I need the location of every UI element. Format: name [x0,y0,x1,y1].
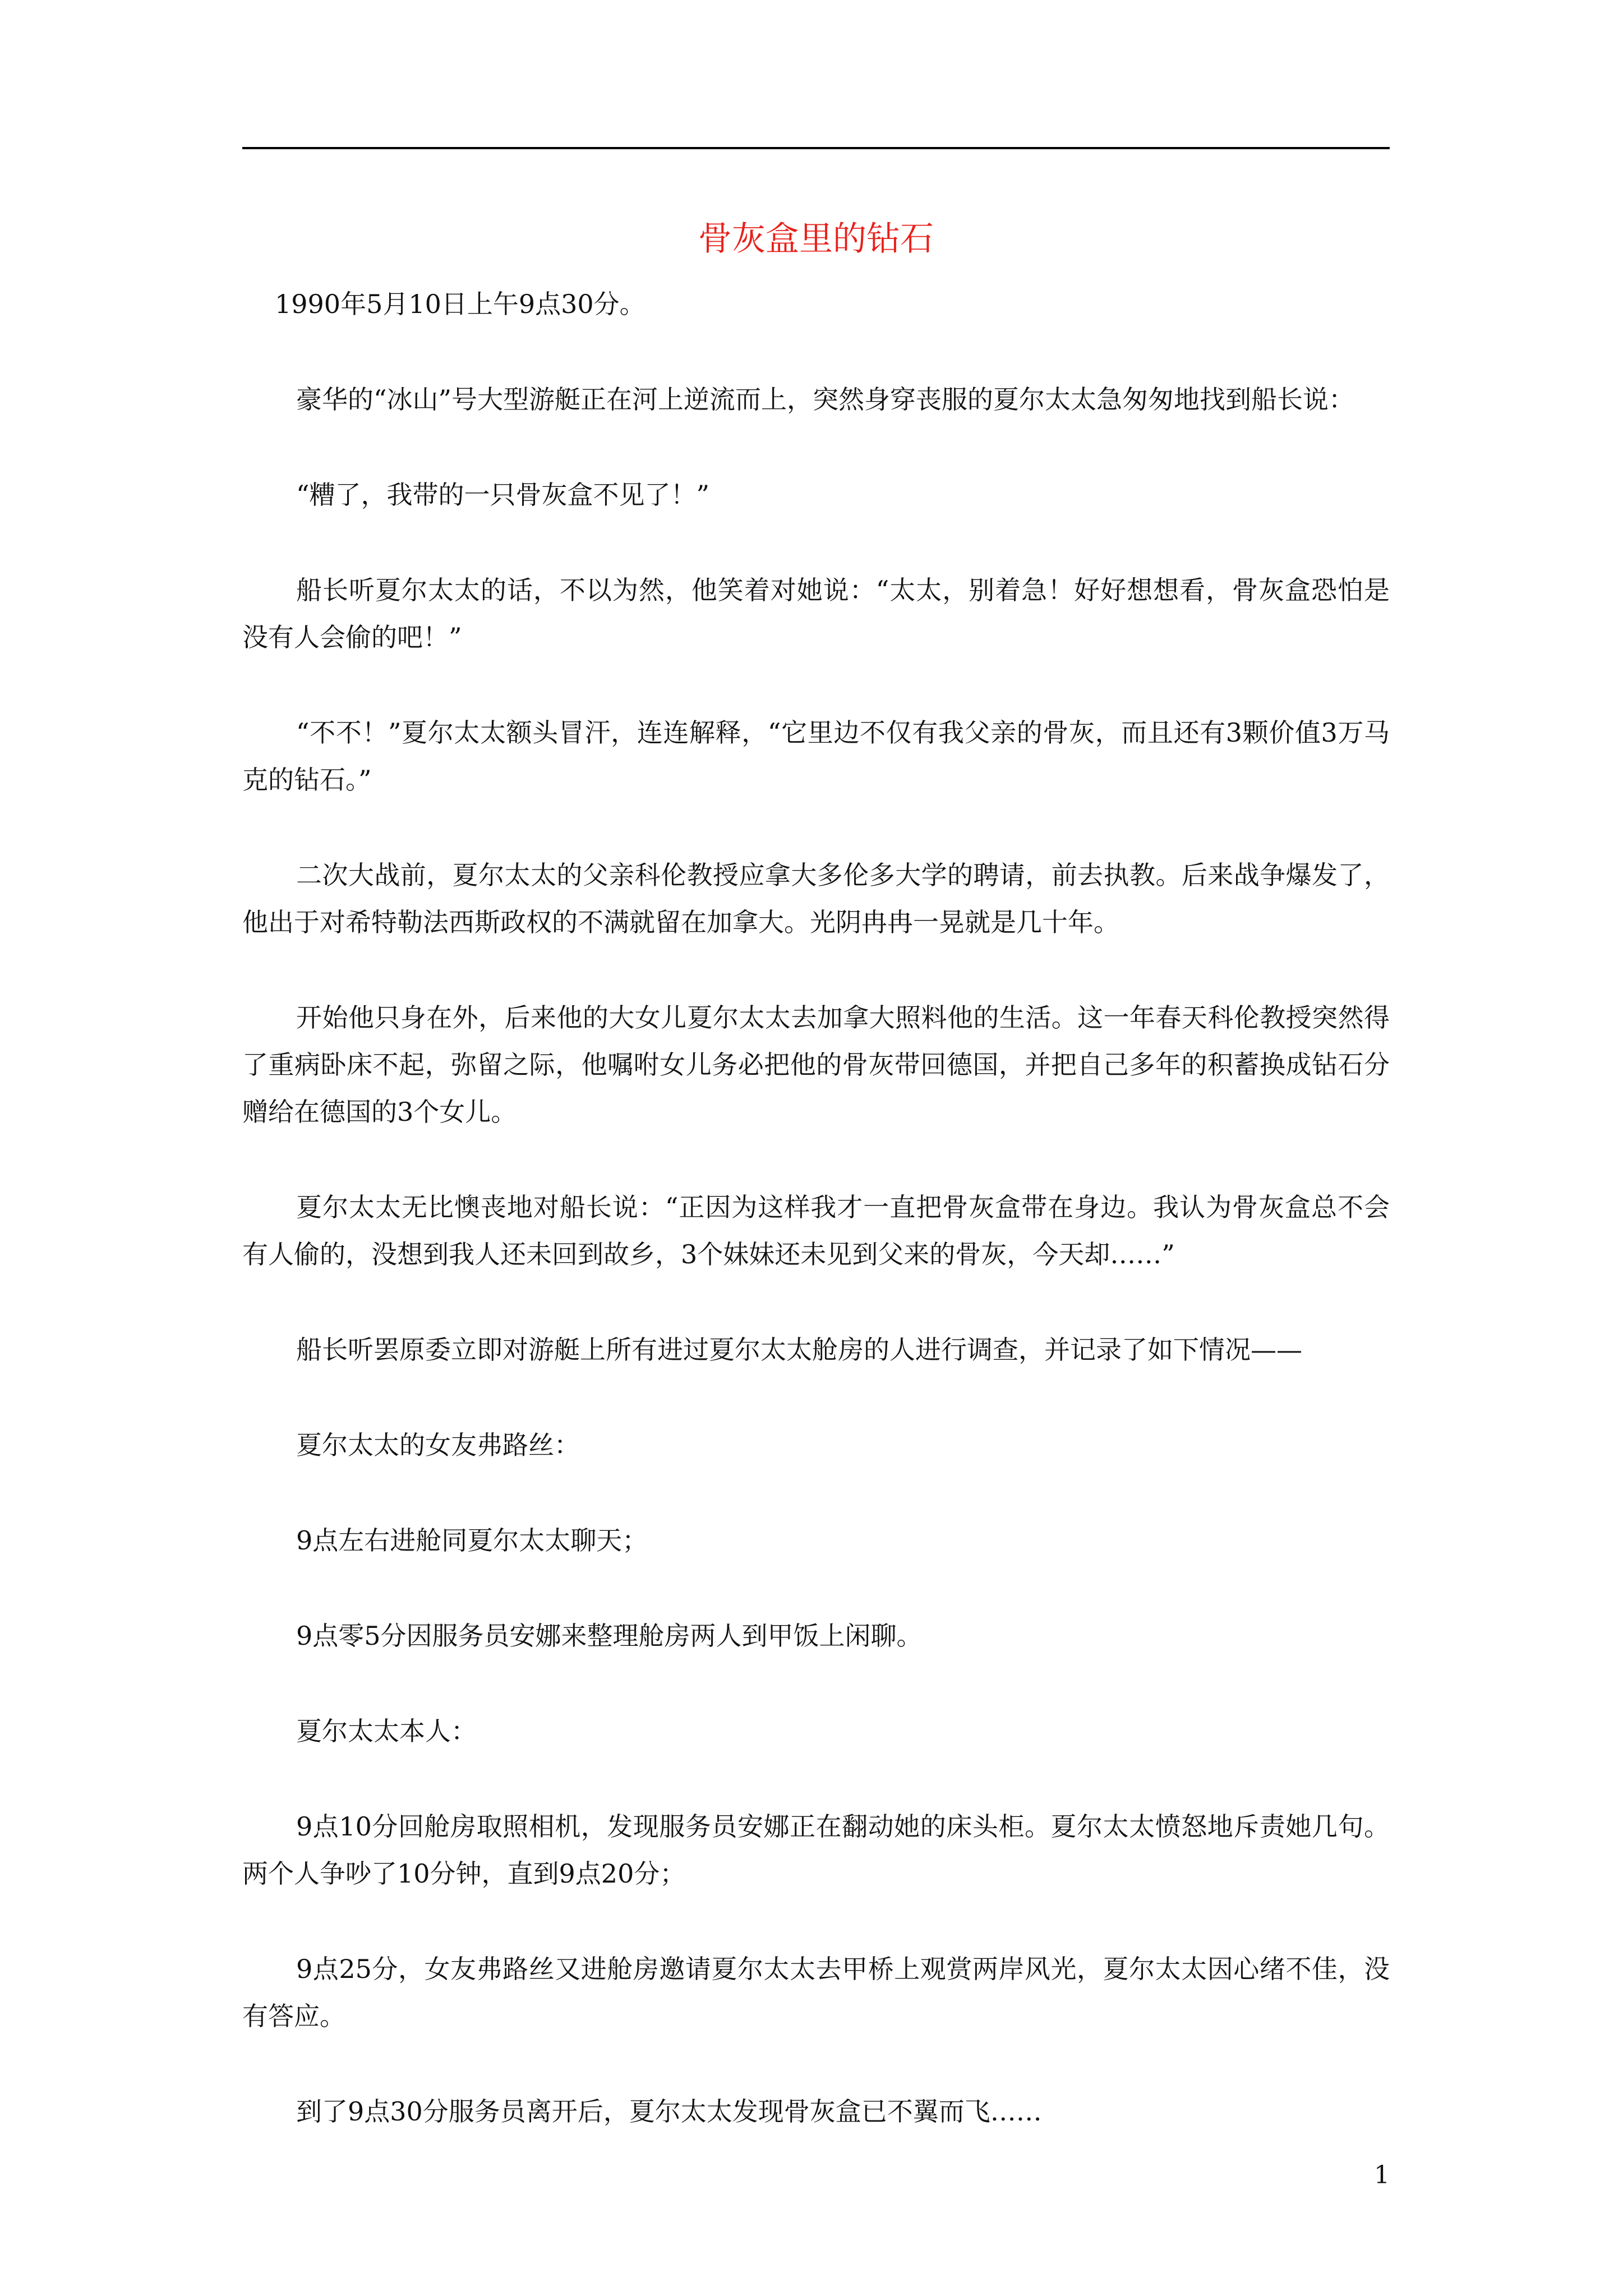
paragraph: 船长听夏尔太太的话，不以为然，他笑着对她说：“太太，别着急！好好想想看，骨灰盒恐怕是没有人会偷的吧！” [242,575,1390,652]
paragraph: 夏尔太太无比懊丧地对船长说：“正因为这样我才一直把骨灰盒带在身边。我认为骨灰盒总不会有人偷的，没想到我人还未回到故乡，3个妹妹还未见到父来的骨灰，今天却……” [242,1192,1390,1269]
paragraph: 开始他只身在外，后来他的大女儿夏尔太太去加拿大照料他的生活。这一年春天科伦教授突然得了重病卧床不起，弥留之际，他嘱咐女儿务必把他的骨灰带回德国，并把自己多年的积蓄换成钻石分赠给在德国的3个女儿。 [242,1002,1390,1127]
paragraph: 夏尔太太的女友弗路丝： [296,1430,580,1460]
paragraph: 到了9点30分服务员离开后，夏尔太太发现骨灰盒已不翼而飞…… [296,2096,1042,2127]
paragraph: 豪华的“冰山”号大型游艇正在河上逆流而上，突然身穿丧服的夏尔太太急匆匆地找到船长说： [296,384,1355,415]
paragraph: 9点10分回舱房取照相机，发现服务员安娜正在翻动她的床头柜。夏尔太太愤怒地斥责她几句。两个人争吵了10分钟，直到9点20分； [242,1811,1390,1889]
paragraph: “不不！”夏尔太太额头冒汗，连连解释，“它里边不仅有我父亲的骨灰，而且还有3颗价值3万马克的钻石。” [242,717,1390,795]
paragraph: 二次大战前，夏尔太太的父亲科伦教授应拿大多伦多大学的聘请，前去执教。后来战争爆发了，他出于对希特勒法西斯政权的不满就留在加拿大。光阴冉冉一晃就是几十年。 [242,860,1390,937]
paragraph: 船长听罢原委立即对游艇上所有进过夏尔太太舱房的人进行调查，并记录了如下情况—— [296,1335,1302,1365]
paragraph: 9点25分，女友弗路丝又进舱房邀请夏尔太太去甲桥上观赏两岸风光，夏尔太太因心绪不佳，没有答应。 [242,1954,1390,2031]
paragraph: 9点左右进舱同夏尔太太聊天； [296,1525,648,1556]
paragraph: 夏尔太太本人： [296,1716,477,1746]
document-body [242,280,1390,2183]
paragraph-date: 1990年5月10日上午9点30分。 [275,289,645,319]
document-title: 骨灰盒里的钻石 [698,219,934,259]
paragraph: 9点零5分因服务员安娜来整理舱房两人到甲饭上闲聊。 [296,1621,923,1651]
page-number: 1 [1374,2161,1390,2189]
paragraph: “糟了，我带的一只骨灰盒不见了！” [296,480,710,510]
header-rule [242,147,1390,149]
